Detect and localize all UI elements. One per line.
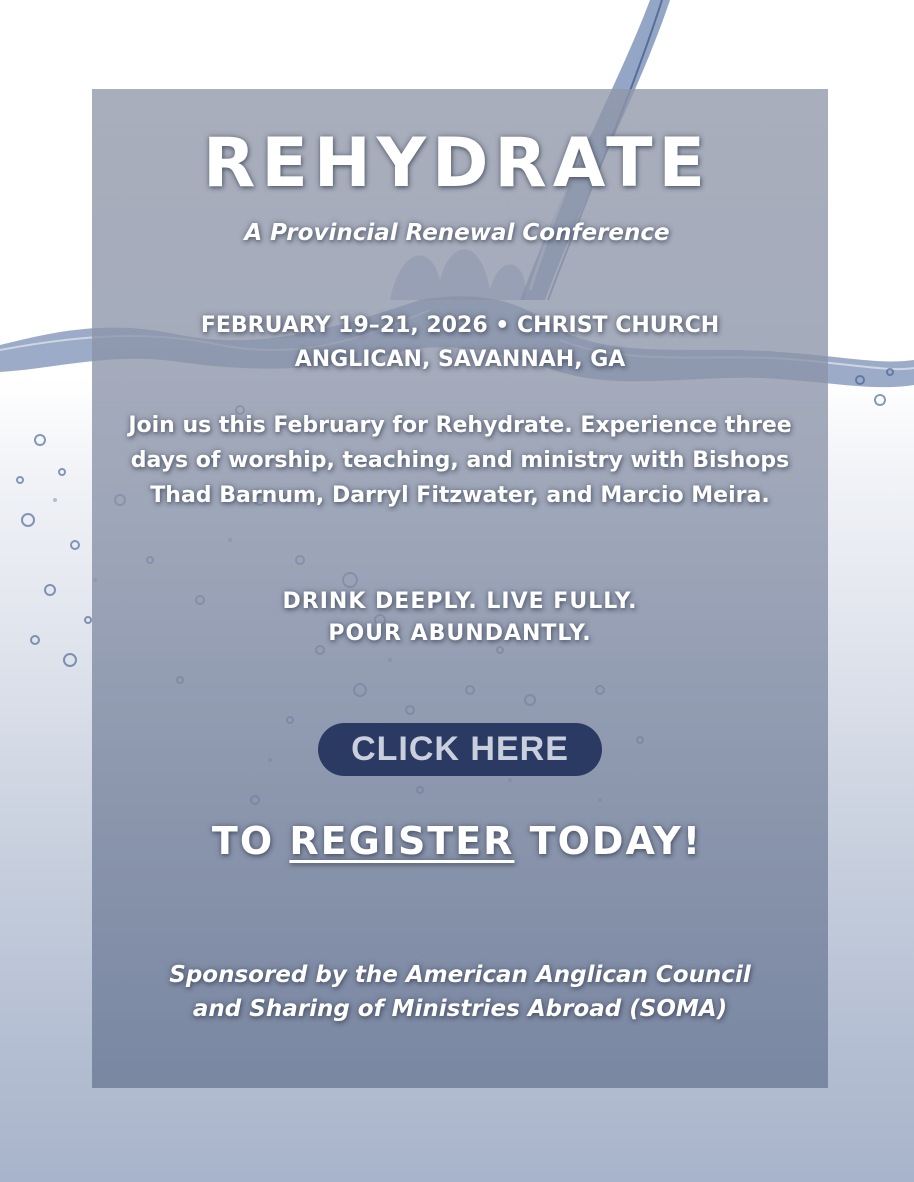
tagline-line-1: DRINK DEEPLY. LIVE FULLY. [282, 589, 638, 614]
register-prefix: TO [211, 819, 290, 863]
click-here-button[interactable] [318, 723, 602, 776]
sponsor-line-1: Sponsored by the American Anglican Council [169, 962, 751, 988]
sponsor-line-2: and Sharing of Ministries Abroad (SOMA) [192, 996, 728, 1022]
event-tagline [110, 586, 810, 650]
register-suffix: TODAY! [514, 819, 703, 863]
event-title: REHYDRATE [203, 124, 711, 203]
click-here-label: CLICK HERE [351, 730, 569, 768]
sponsor-note [110, 958, 810, 1026]
register-link[interactable]: REGISTER [289, 819, 515, 863]
event-description: Join us this February for Rehydrate. Experience three days of worship, teaching, and ministry with Bishops Thad Barnum, Darryl Fitzwater, and Marcio Meira. [128, 413, 792, 508]
event-date-location: FEBRUARY 19–21, 2026 • CHRIST CHURCH ANGLICAN, SAVANNAH, GA [200, 313, 720, 372]
event-subtitle: A Provincial Renewal Conference [244, 220, 670, 246]
register-heading [0, 815, 914, 867]
tagline-line-2: POUR ABUNDANTLY. [328, 621, 592, 646]
